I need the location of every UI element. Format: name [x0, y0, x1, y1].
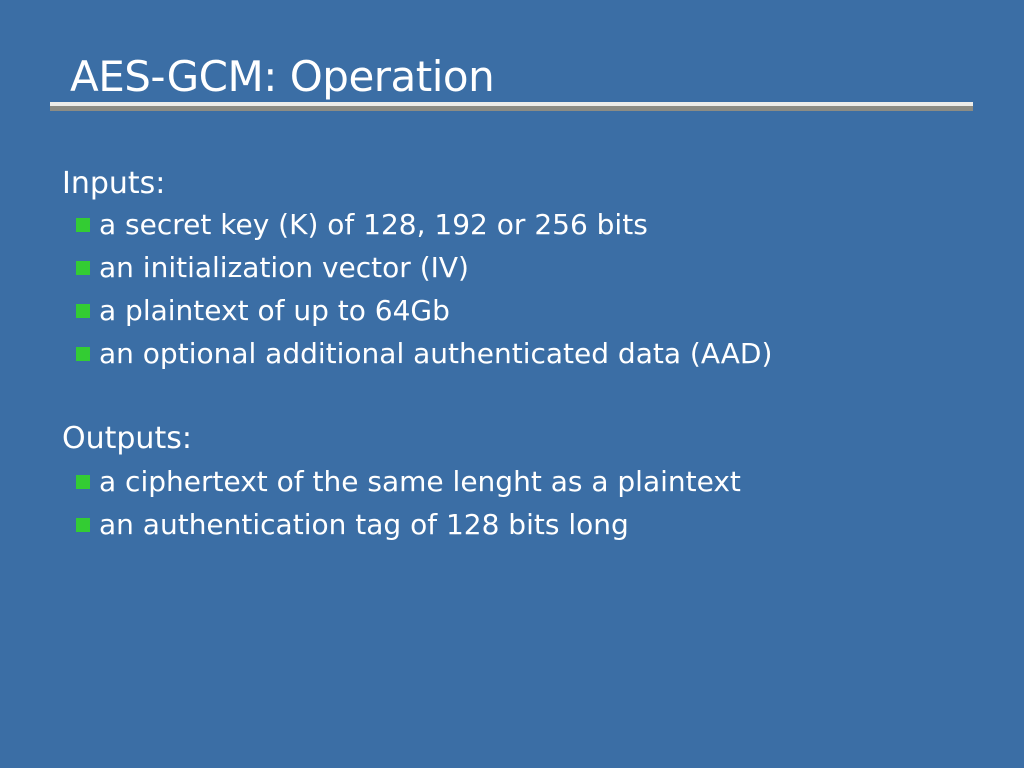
list-item-text: a plaintext of up to 64Gb: [99, 294, 450, 327]
list-item-text: a secret key (K) of 128, 192 or 256 bits: [99, 208, 648, 241]
bullet-square-icon: [76, 347, 90, 361]
list-item-text: an initialization vector (IV): [99, 251, 469, 284]
section-heading-outputs: Outputs:: [62, 421, 192, 456]
list-item-text: an optional additional authenticated data (AAD): [99, 337, 773, 370]
bullet-square-icon: [76, 218, 90, 232]
page-title: AES-GCM: Operation: [70, 52, 495, 101]
bullet-square-icon: [76, 304, 90, 318]
section-heading-inputs: Inputs:: [62, 166, 166, 201]
bullet-square-icon: [76, 518, 90, 532]
title-underline-shadow: [50, 106, 973, 111]
list-item: [76, 203, 772, 246]
outputs-bullet-list: [76, 460, 741, 546]
title-underline: [50, 102, 973, 111]
list-item-text: an authentication tag of 128 bits long: [99, 508, 629, 541]
list-item-text: a ciphertext of the same lenght as a plaintext: [99, 465, 741, 498]
list-item: [76, 246, 772, 289]
list-item: [76, 503, 741, 546]
bullet-square-icon: [76, 261, 90, 275]
list-item: [76, 460, 741, 503]
inputs-bullet-list: [76, 203, 772, 375]
bullet-square-icon: [76, 475, 90, 489]
list-item: [76, 289, 772, 332]
list-item: [76, 332, 772, 375]
